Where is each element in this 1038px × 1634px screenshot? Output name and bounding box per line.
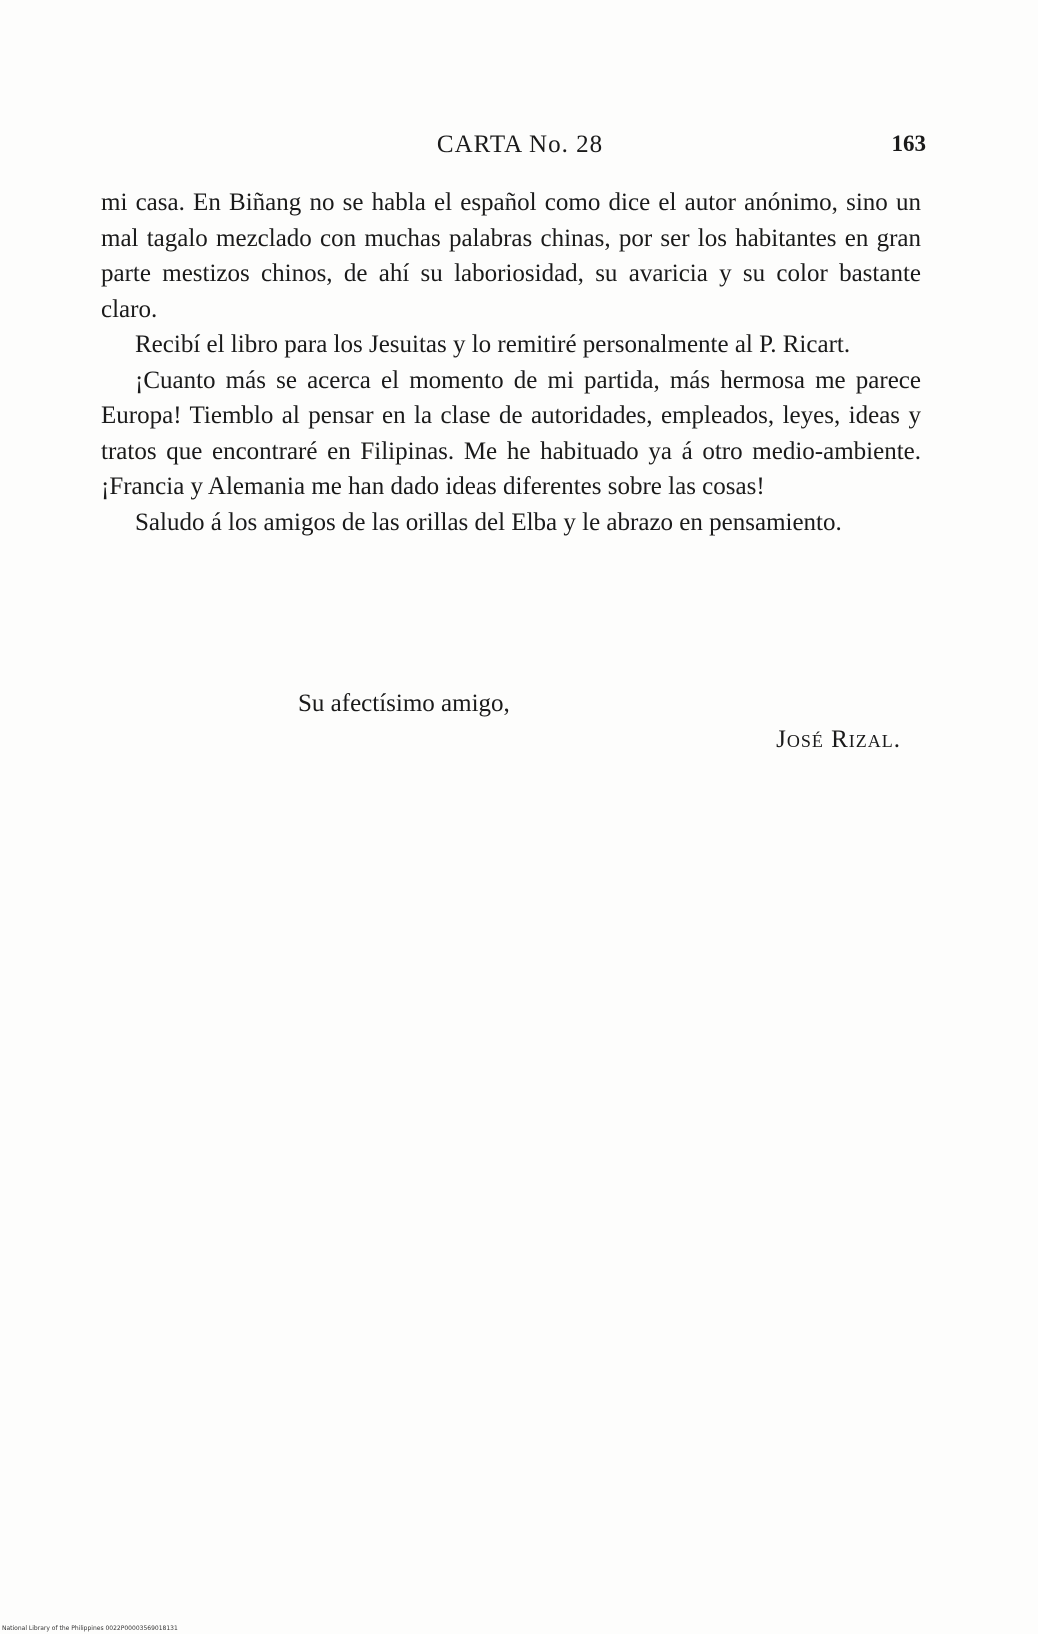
letter-closing: Su afectísimo amigo, <box>298 690 510 717</box>
letter-body <box>101 185 921 540</box>
paragraph-2: Recibí el libro para los Jesuitas y lo remitiré personalmente al P. Ricart. <box>135 331 851 358</box>
page-number: 163 <box>891 131 926 156</box>
paragraph-4: Saludo á los amigos de las orillas del Elba y le abrazo en pensamiento. <box>135 508 842 536</box>
paragraph-3: ¡Cuanto más se acerca el momento de mi partida, más hermosa me parece Europa! Tiemblo al pensar en la clase de autoridades, empleados, leyes, ideas y tratos que encontraré en Filipinas. Me he habituado ya á otro medio-ambiente. ¡Francia y Alemania me han dado ideas diferentes sobre las cosas! <box>101 366 921 500</box>
archive-credit: National Library of the Philippines 0022P00003569018131 <box>2 1625 178 1632</box>
paragraph-1: mi casa. En Biñang no se habla el español como dice el autor anónimo, sino un mal tagalo mezclado con muchas palabras chinas, por ser los habitantes en gran parte mestizos chinos, de ahí su laboriosidad, su avaricia y su color bastante claro. <box>101 189 921 323</box>
letter-signature: José Rizal. <box>776 726 901 753</box>
page-header-title: CARTA No. 28 <box>436 131 604 158</box>
